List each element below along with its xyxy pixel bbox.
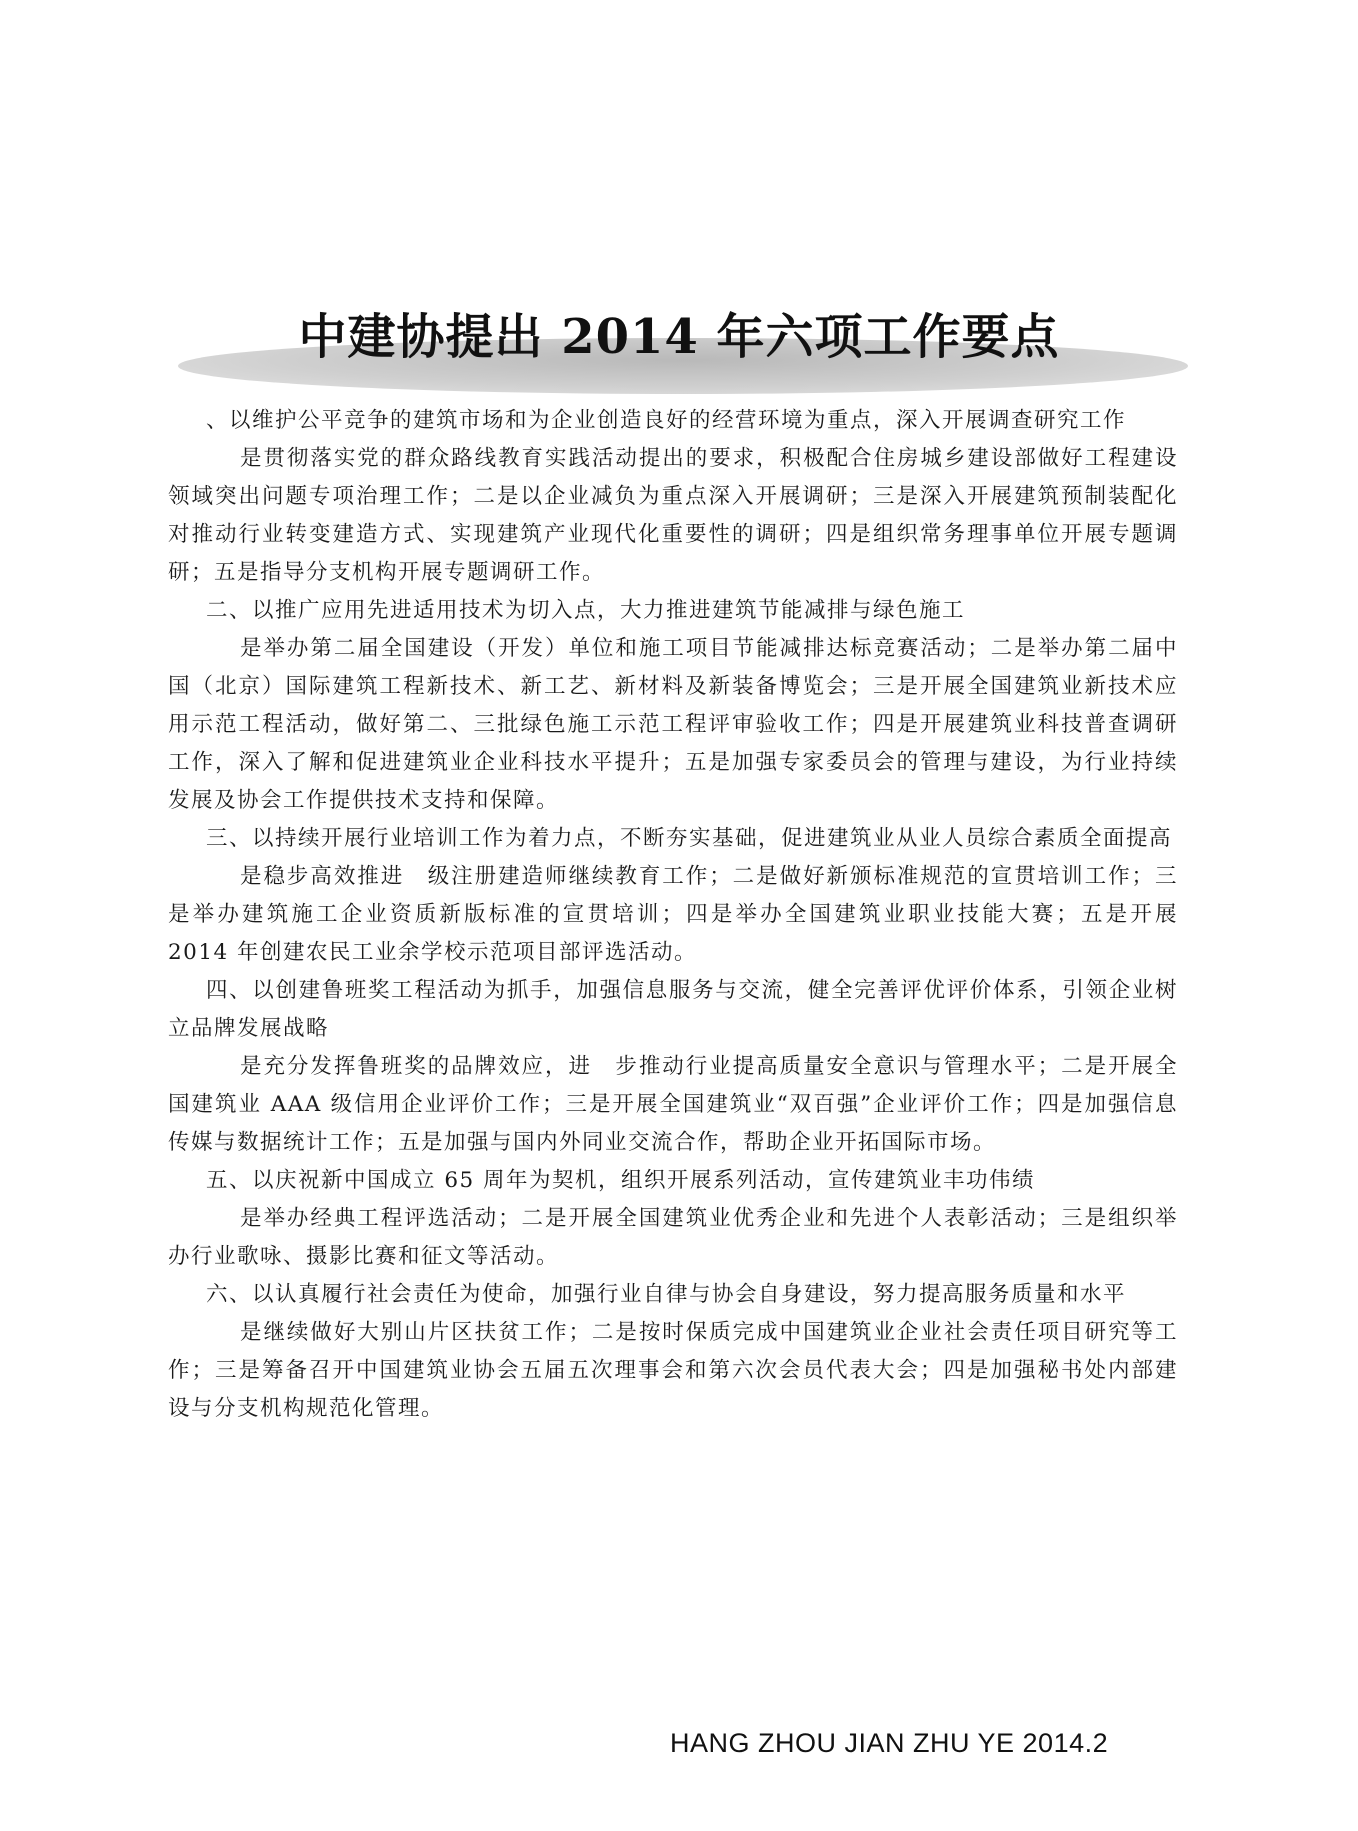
section-heading: 四、以创建鲁班奖工程活动为抓手，加强信息服务与交流，健全完善评优评价体系，引领企业树立品牌发展战略 xyxy=(168,978,1178,1041)
section-heading: 、以维护公平竞争的建筑市场和为企业创造良好的经营环境为重点，深入开展调查研究工作 xyxy=(206,408,1127,433)
section-content: 是举办第二届全国建设（开发）单位和施工项目节能减排达标竞赛活动；二是举办第二届中国（北京）国际建筑工程新技术、新工艺、新材料及新装备博览会；三是开展全国建筑业新技术应用示范工程活动，做好第二、三批绿色施工示范工程评审验收工作；四是开展建筑业科技普查调研工作，深入了解和促进建筑业企业科技水平提升；五是加强专家委员会的管理与建设，为行业持续发展及协会工作提供技术支持和保障。 xyxy=(168,636,1178,813)
section-content: 是稳步高效推进 级注册建造师继续教育工作；二是做好新颁标准规范的宣贯培训工作；三是举办建筑施工企业资质新版标准的宣贯培训；四是举办全国建筑业职业技能大赛；五是开展 2014 年创建农民工业余学校示范项目部评选活动。 xyxy=(168,864,1178,965)
title-banner xyxy=(0,290,1358,400)
article-body xyxy=(168,402,1178,1428)
section-content: 是举办经典工程评选活动；二是开展全国建筑业优秀企业和先进个人表彰活动；三是组织举办行业歌咏、摄影比赛和征文等活动。 xyxy=(168,1206,1178,1269)
page-title: 中建协提出 2014 年六项工作要点 xyxy=(298,309,1060,365)
section-content: 是贯彻落实党的群众路线教育实践活动提出的要求，积极配合住房城乡建设部做好工程建设领域突出问题专项治理工作；二是以企业减负为重点深入开展调研；三是深入开展建筑预制装配化对推动行业转变建造方式、实现建筑产业现代化重要性的调研；四是组织常务理事单位开展专题调研；五是指导分支机构开展专题调研工作。 xyxy=(168,446,1178,585)
section-heading: 三、以持续开展行业培训工作为着力点，不断夯实基础，促进建筑业从业人员综合素质全面提高 xyxy=(206,826,1173,851)
section-content: 是继续做好大别山片区扶贫工作；二是按时保质完成中国建筑业企业社会责任项目研究等工作；三是筹备召开中国建筑业协会五届五次理事会和第六次会员代表大会；四是加强秘书处内部建设与分支机构规范化管理。 xyxy=(168,1320,1178,1421)
section-content: 是充分发挥鲁班奖的品牌效应，进 步推动行业提高质量安全意识与管理水平；二是开展全国建筑业 AAA 级信用企业评价工作；三是开展全国建筑业“双百强”企业评价工作；四是加强信息传媒与数据统计工作；五是加强与国内外同业交流合作，帮助企业开拓国际市场。 xyxy=(168,1054,1178,1155)
section-heading: 六、以认真履行社会责任为使命，加强行业自律与协会自身建设，努力提高服务质量和水平 xyxy=(206,1282,1127,1307)
section-heading: 五、以庆祝新中国成立 65 周年为契机，组织开展系列活动，宣传建筑业丰功伟绩 xyxy=(206,1168,1036,1193)
page-footer: HANG ZHOU JIAN ZHU YE 2014.2 xyxy=(670,1728,1109,1758)
section-heading: 二、以推广应用先进适用技术为切入点，大力推进建筑节能减排与绿色施工 xyxy=(206,598,966,623)
